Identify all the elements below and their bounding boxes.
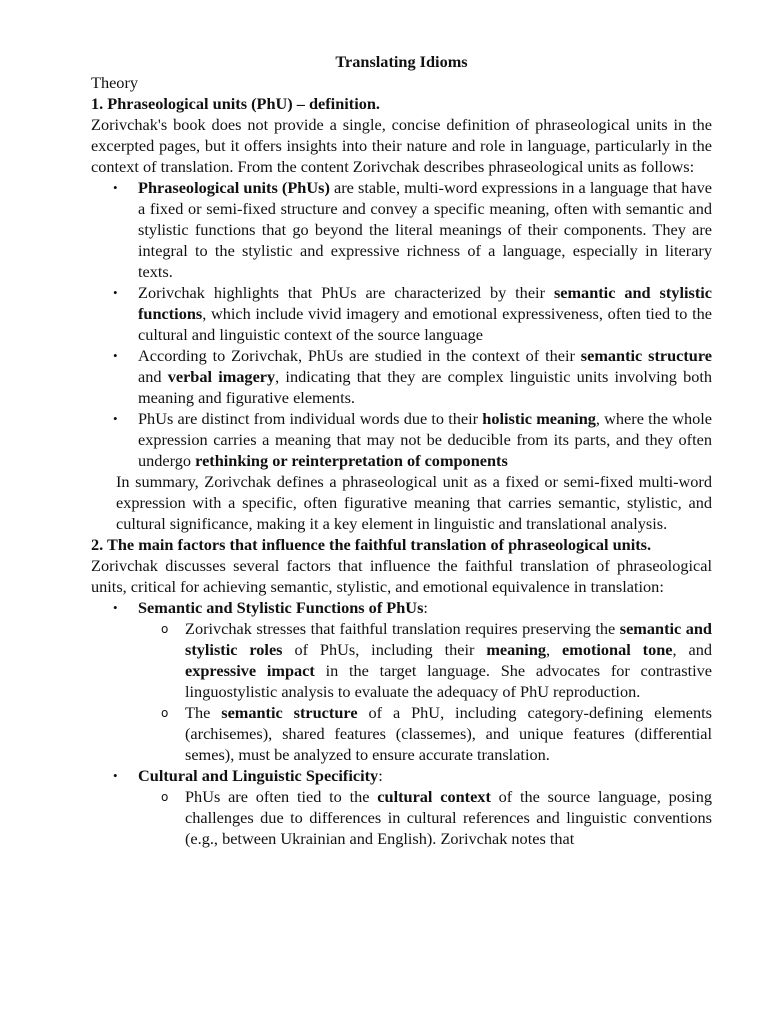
sub-list bbox=[138, 786, 712, 849]
bullet-icon: • bbox=[113, 600, 118, 615]
list-item: • Semantic and Stylistic Functions of PhUs: o Zorivchak stresses that faithful translation requires preserving the semantic and stylistic roles of PhUs, including their meaning, emotional tone, and expressive impact in the target language. She advocates for contrastive linguostylistic analysis to evaluate the adequacy of PhU reproduction. o The semantic structure of a PhU, including category-defining elements (archisemes), shared features (classemes), and unique features (differential semes), must be analyzed to ensure accurate translation. bbox=[113, 598, 713, 764]
bullet-icon: • bbox=[113, 768, 118, 783]
sub-list-item: o PhUs are often tied to the cultural context of the source language, posing challenges due to differences in cultural references and linguistic conventions (e.g., between Ukrainian and English). Zorivchak notes that bbox=[161, 787, 712, 848]
section-1-bullet-list bbox=[91, 177, 712, 471]
sub-bullet-icon: o bbox=[161, 622, 169, 636]
bullet-icon: • bbox=[113, 285, 118, 300]
section-1-heading: 1. Phraseological units (PhU) – definition. bbox=[91, 94, 381, 113]
sub-list-item: o The semantic structure of a PhU, including category-defining elements (archisemes), shared features (classemes), and unique features (differential semes), must be analyzed to ensure accurate translation. bbox=[161, 703, 712, 764]
bullet-icon: • bbox=[113, 348, 118, 363]
sub-bullet-icon: o bbox=[161, 706, 169, 720]
section-2-intro: Zorivchak discusses several factors that influence the faithful translation of phraseological units, critical for achieving semantic, stylistic, and emotional equivalence in translation: bbox=[91, 556, 712, 596]
section-2-factor-list bbox=[91, 597, 712, 849]
bullet-icon: • bbox=[113, 411, 118, 426]
sub-list bbox=[138, 618, 712, 765]
document-page bbox=[91, 51, 712, 849]
bullet-icon: • bbox=[113, 180, 118, 195]
section-1-summary: In summary, Zorivchak defines a phraseological unit as a fixed or semi-fixed multi-word expression with a specific, often figurative meaning that carries semantic, stylistic, and cultural significance, making it a key element in linguistic and translational analysis. bbox=[116, 472, 712, 533]
list-item: • Cultural and Linguistic Specificity: o PhUs are often tied to the cultural context of the source language, posing challenges due to differences in cultural references and linguistic conventions (e.g., between Ukrainian and English). Zorivchak notes that bbox=[113, 766, 712, 848]
theory-label: Theory bbox=[91, 73, 139, 92]
sub-bullet-icon: o bbox=[161, 790, 169, 804]
list-item: • Zorivchak highlights that PhUs are characterized by their semantic and stylistic functions, which include vivid imagery and emotional expressiveness, often tied to the cultural and linguistic context of the source language bbox=[113, 283, 712, 344]
sub-list-item: o Zorivchak stresses that faithful translation requires preserving the semantic and stylistic roles of PhUs, including their meaning, emotional tone, and expressive impact in the target language. She advocates for contrastive linguostylistic analysis to evaluate the adequacy of PhU reproduction. bbox=[161, 619, 713, 701]
list-item: • Phraseological units (PhUs) are stable, multi-word expressions in a language that have a fixed or semi-fixed structure and convey a specific meaning, often with semantic and stylistic functions that go beyond the literal meanings of their components. They are integral to the stylistic and expressive richness of a language, especially in literary texts. bbox=[113, 178, 712, 281]
list-item: • PhUs are distinct from individual words due to their holistic meaning, where the whole expression carries a meaning that may not be deducible from its parts, and they often undergo rethinking or reinterpretation of components bbox=[113, 409, 712, 470]
section-2-heading: 2. The main factors that influence the faithful translation of phraseological units. bbox=[91, 535, 652, 554]
list-item: • According to Zorivchak, PhUs are studied in the context of their semantic structure and verbal imagery, indicating that they are complex linguistic units involving both meaning and figurative elements. bbox=[113, 346, 713, 407]
section-1-intro: Zorivchak's book does not provide a single, concise definition of phraseological units in the excerpted pages, but it offers insights into their nature and role in language, particularly in the context of translation. From the content Zorivchak describes phraseological units as follows: bbox=[91, 115, 712, 176]
document-title: Translating Idioms bbox=[335, 52, 468, 71]
